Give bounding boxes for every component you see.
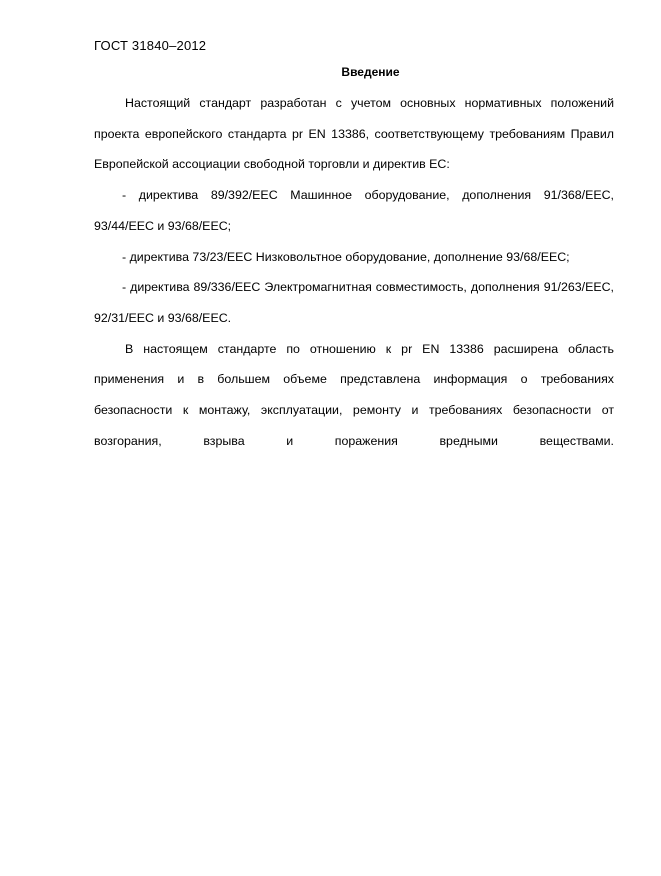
- document-id: ГОСТ 31840–2012: [94, 38, 207, 53]
- directive-low-voltage: - директива 73/23/EEC Низковольтное оборудование, дополнение 93/68/EEC;: [122, 249, 570, 264]
- document-body: [94, 88, 614, 456]
- intro-paragraph: Настоящий стандарт разработан с учетом основных нормативных положений проекта европейского стандарта pr EN 13386, соответствующему требованиям Правил Европейской ассоциации свободной торговли и директив ЕС:: [94, 96, 614, 172]
- directive-machinery: - директива 89/392/EEC Машинное оборудование, дополнения 91/368/EEC, 93/44/EEC и 93/68/EEC;: [94, 188, 614, 233]
- directive-emc: - директива 89/336/EEC Электромагнитная совместимость, дополнения 91/263/EEC, 92/31/EEC и 93/68/EEC.: [94, 280, 614, 325]
- section-title: Введение: [341, 65, 400, 79]
- scope-paragraph: В настоящем стандарте по отношению к pr EN 13386 расширена область применения и в большем объеме представлена информация о требованиях безопасности к монтажу, эксплуатации, ремонту и требованиях безопасности от возгорания, взрыва и поражения вредными веществами.: [94, 341, 614, 448]
